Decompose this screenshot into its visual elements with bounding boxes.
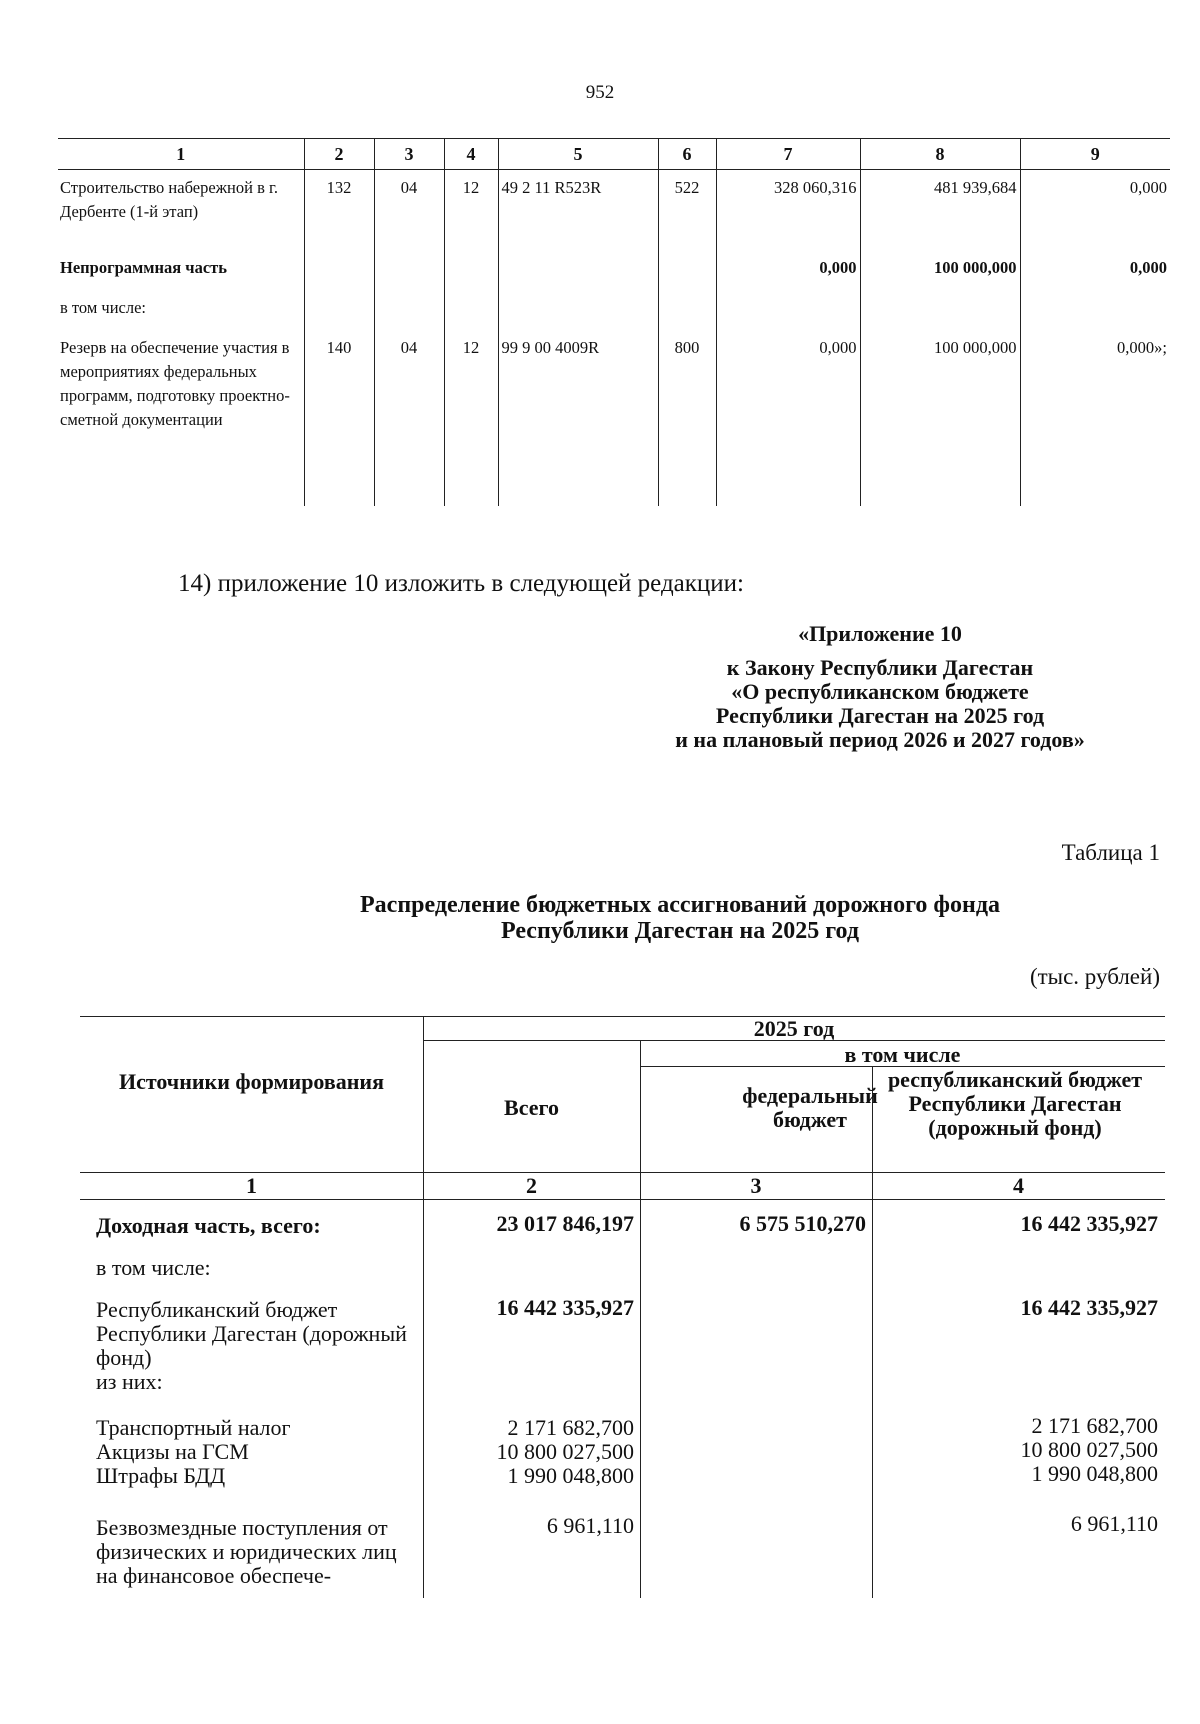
table-row [58,250,1170,290]
cell [444,250,498,290]
header-federal: федеральный бюджет [742,1083,878,1132]
cell: 100 000,000 [860,250,1020,290]
col-header: 6 [658,139,716,170]
title-line: Республики Дагестан на 2025 год [501,918,859,944]
cell: 12 [444,170,498,251]
page-number: 952 [585,82,615,103]
cell: 100 000,000 [860,330,1020,506]
row-name: в том числе: [60,298,147,317]
units-label: (тыс. рублей) [1029,964,1160,989]
table-header-row [58,139,1170,170]
cell [374,290,444,330]
header-total: Всего [504,1095,559,1120]
rep-budget-republic: 16 442 335,927 [1020,1295,1158,1320]
header-sources: Источники формирования [118,1069,385,1094]
cell: 99 9 00 4009R [498,330,658,506]
col-number: 2 [526,1173,537,1198]
cell [658,250,716,290]
item-total: 10 800 027,500 [496,1439,634,1464]
cell [658,290,716,330]
cell [716,290,860,330]
col-header: 3 [374,139,444,170]
cell [860,290,1020,330]
annex-header [600,622,1160,752]
annex-line: Республики Дагестан на 2025 год [715,703,1045,728]
gratuitous-total: 6 961,110 [546,1513,634,1538]
table-row [58,330,1170,506]
rep-budget-total: 16 442 335,927 [496,1295,634,1320]
col-number: 1 [246,1173,257,1198]
rep-budget-sub: из них: [96,1369,163,1394]
item-total: 1 990 048,800 [507,1463,634,1488]
cell: 800 [658,330,716,506]
header-year: 2025 год [753,1016,835,1041]
cell: 140 [304,330,374,506]
cell: 522 [658,170,716,251]
table-label: Таблица 1 [1061,840,1160,865]
cell: 0,000 [716,330,860,506]
table-row [58,170,1170,251]
cell [498,250,658,290]
budget-table-continuation [58,138,1170,506]
cell [304,290,374,330]
annex-line: «О республиканском бюджете [731,679,1029,704]
item-republic: 1 990 048,800 [1031,1461,1158,1486]
item-republic: 10 800 027,500 [1020,1437,1158,1462]
col-header: 8 [860,139,1020,170]
item-label: Акцизы на ГСМ [96,1439,249,1464]
cell [1020,290,1170,330]
annex-line: к Закону Республики Дагестан [726,655,1034,680]
row-name: Резерв на обеспечение участия в мероприятиях федеральных программ, подготовку проектно-сметной документации [60,338,290,429]
col-header: 5 [498,139,658,170]
cell: 0,000 [1020,250,1170,290]
cell [304,250,374,290]
table-title [230,892,1130,944]
cell [444,290,498,330]
gratuitous-republic: 6 961,110 [1070,1511,1158,1536]
table-row [58,290,1170,330]
income-republic-value: 16 442 335,927 [1020,1211,1158,1236]
gratuitous-label: Безвозмездные поступления от физических и юридических лиц на финансовое обеспече- [96,1515,397,1588]
header-including: в том числе [844,1042,961,1067]
paragraph-14: 14) приложение 10 изложить в следующей редакции: [178,570,744,597]
col-header: 7 [716,139,860,170]
col-header: 9 [1020,139,1170,170]
row-name: Непрограммная часть [60,258,228,277]
cell: 04 [374,170,444,251]
road-fund-table [80,1016,1165,1598]
cell [498,290,658,330]
row-name: Строительство набережной в г. Дербенте (1-й этап) [60,178,279,221]
cell: 49 2 11 R523R [498,170,658,251]
cell [374,250,444,290]
col-header: 1 [58,139,304,170]
col-number: 4 [1013,1173,1024,1198]
item-label: Штрафы БДД [96,1463,226,1488]
cell: 04 [374,330,444,506]
cell: 328 060,316 [716,170,860,251]
annex-line: и на плановый период 2026 и 2027 годов» [675,727,1085,752]
col-number: 3 [750,1173,762,1198]
cell: 0,000»; [1020,330,1170,506]
item-label: Транспортный налог [96,1415,291,1440]
col-header: 4 [444,139,498,170]
income-federal-value: 6 575 510,270 [739,1211,866,1236]
item-republic: 2 171 682,700 [1031,1413,1158,1438]
item-total: 2 171 682,700 [507,1415,634,1440]
cell: 0,000 [716,250,860,290]
cell: 481 939,684 [860,170,1020,251]
cell: 132 [304,170,374,251]
col-header: 2 [304,139,374,170]
header-republic: республиканский бюджет Республики Дагестан (дорожный фонд) [887,1067,1143,1140]
annex-title: «Приложение 10 [798,621,962,646]
income-total-label: Доходная часть, всего: [96,1213,321,1238]
including-label: в том числе: [96,1255,211,1280]
cell: 12 [444,330,498,506]
rep-budget-label: Республиканский бюджет Республики Дагестан (дорожный фонд) [96,1297,407,1370]
income-total-value: 23 017 846,197 [496,1211,634,1236]
cell: 0,000 [1020,170,1170,251]
title-line: Распределение бюджетных ассигнований дорожного фонда [360,892,1000,918]
